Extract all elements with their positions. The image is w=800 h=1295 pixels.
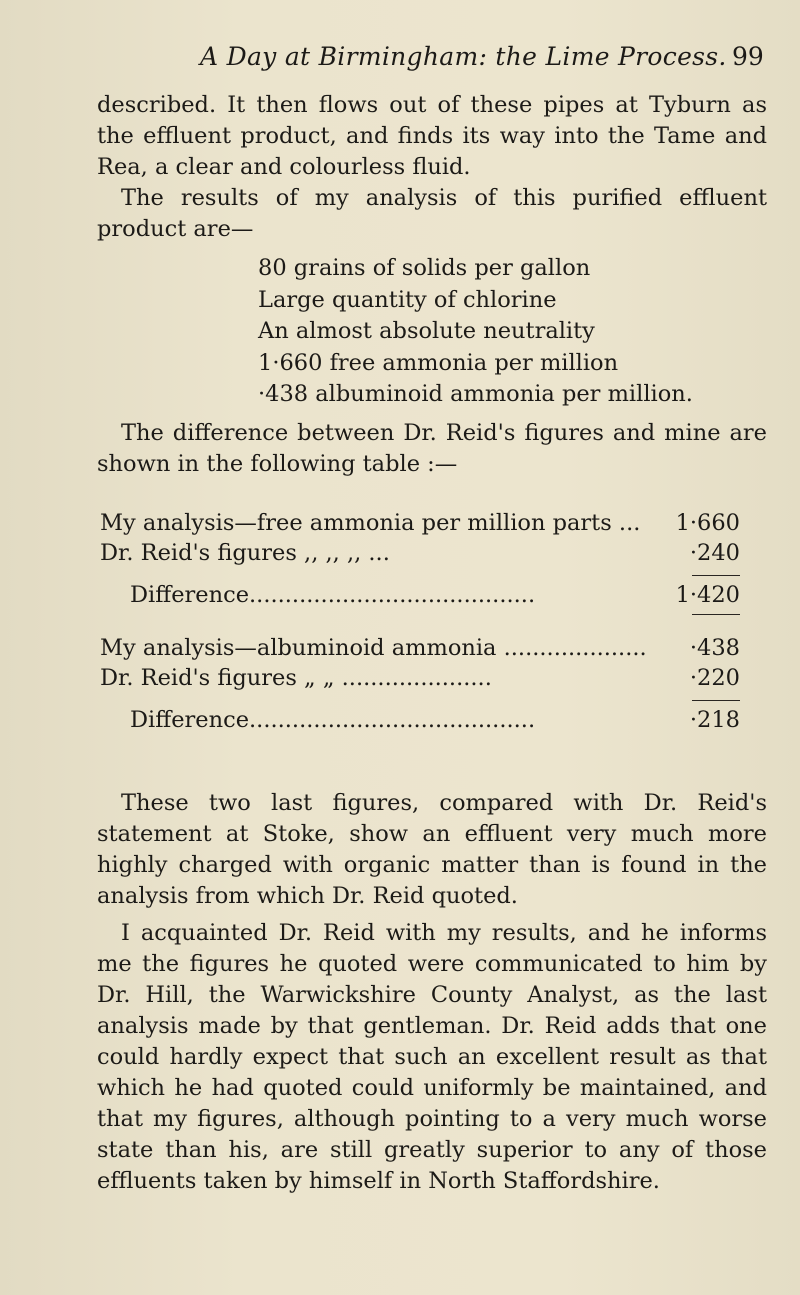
paragraph-1: described. It then flows out of these pipes at Tyburn as the effluent product, and finds its way into the Tame and Rea, a clear and colourless fluid. (97, 92, 767, 180)
row-label: My analysis—albuminoid ammonia .................... (100, 635, 647, 661)
results-list (258, 253, 693, 411)
result-item: 80 grains of solids per gallon (258, 255, 591, 281)
paragraph-3: The difference between Dr. Reid's figures and mine are shown in the following table :— (97, 420, 767, 477)
paragraph-2: The results of my analysis of this purified effluent product are— (97, 185, 767, 242)
table-row (100, 540, 740, 570)
row-value: 1·660 (675, 510, 740, 536)
row-value: ·240 (689, 540, 740, 566)
result-item: Large quantity of chlorine (258, 286, 557, 313)
table-row-difference (100, 707, 740, 737)
paragraph-4: These two last figures, compared with Dr. Reid's statement at Stoke, show an effluent very much more highly charged with organic matter than is found in the analysis from which Dr. Reid quoted. (97, 790, 767, 909)
page-header (0, 42, 800, 82)
paragraph-table-intro (97, 418, 767, 480)
running-title: A Day at Birmingham: the Lime Process. (200, 42, 727, 71)
row-value: ·220 (689, 665, 740, 691)
table-row (100, 665, 740, 695)
table-row-difference (100, 582, 740, 612)
sum-rule (692, 575, 740, 576)
row-label: Difference........................................ (130, 582, 536, 608)
paragraph-intro (97, 90, 767, 245)
result-item: ·438 albuminoid ammonia per million. (258, 381, 693, 407)
row-value: 1·420 (675, 582, 740, 608)
result-item: 1·660 free ammonia per million (258, 349, 619, 376)
comparison-table-free-ammonia (100, 510, 740, 612)
row-label: My analysis—free ammonia per million parts ... (100, 510, 641, 536)
row-label: Dr. Reid's figures ,, ,, ,, ... (100, 540, 390, 566)
paragraph-conclusion (97, 788, 767, 1197)
row-value: ·438 (689, 635, 740, 661)
row-label: Dr. Reid's figures „ „ ..................... (100, 665, 492, 691)
comparison-table-albuminoid-ammonia (100, 635, 740, 737)
sum-rule (692, 614, 740, 615)
page-number: 99 (732, 42, 764, 71)
row-value: ·218 (689, 707, 740, 733)
row-label: Difference........................................ (130, 707, 536, 733)
paragraph-5: I acquainted Dr. Reid with my results, and he informs me the figures he quoted were communicated to him by Dr. Hill, the Warwickshire County Analyst, as the last analysis made by that gentleman. Dr. Reid adds that one could hardly expect that such an excellent result as that which he had quoted could uniformly be maintained, and that my figures, although pointing to a very much worse state than his, are still greatly superior to any of those effluents taken by himself in North Staffordshire. (97, 920, 767, 1194)
result-item: An almost absolute neutrality (258, 318, 595, 344)
table-row (100, 510, 740, 540)
table-row (100, 635, 740, 665)
sum-rule (692, 700, 740, 701)
